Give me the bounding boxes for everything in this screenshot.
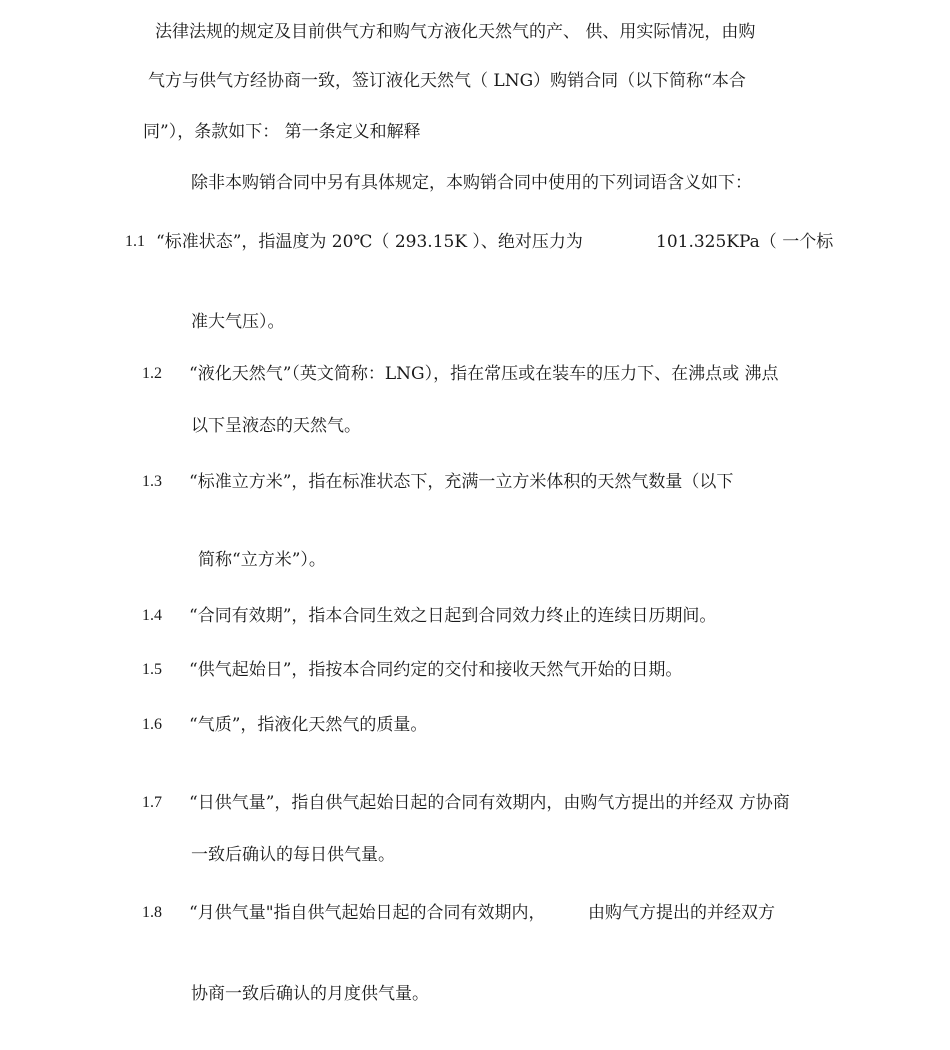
clause-1-1-text-cont: 101.325KPa（ 一个标 (656, 232, 834, 252)
clause-number-1-1: 1.1 (125, 233, 145, 250)
clause-number-1-7: 1.7 (142, 794, 162, 811)
clause-1-8-text-cont: 由购气方提出的并经双方 (588, 903, 775, 923)
clause-1-1-text: “标准状态”，指温度为 20℃（ 293.15K ）、绝对压力为 (156, 232, 583, 252)
clause-number-1-6: 1.6 (142, 716, 162, 733)
clause-1-8-text: “月供气量"指自供气起始日起的合同有效期内， (189, 903, 546, 923)
clause-1-7-text-wrap: 一致后确认的每日供气量。 (191, 845, 395, 865)
clause-1-3-text-wrap: 简称“立方米”）。 (198, 550, 326, 570)
clause-number-1-5: 1.5 (142, 661, 162, 678)
clause-1-8-text-wrap: 协商一致后确认的月度供气量。 (191, 984, 429, 1004)
clause-number-1-4: 1.4 (142, 607, 162, 624)
clause-1-3-text: “标准立方米”，指在标准状态下，充满一立方米体积的天然气数量（以下 (189, 472, 734, 492)
clause-number-1-8: 1.8 (142, 904, 162, 921)
intro-line-2: 气方与供气方经协商一致，签订液化天然气（ LNG）购销合同（以下简称“本合 (148, 71, 746, 91)
clause-1-4-text: “合同有效期”，指本合同生效之日起到合同效力终止的连续日历期间。 (189, 606, 717, 626)
clause-1-2-text-wrap: 以下呈液态的天然气。 (191, 416, 361, 436)
clause-number-1-2: 1.2 (142, 365, 162, 382)
clause-1-1-text-wrap: 准大气压）。 (191, 312, 285, 332)
intro-line-1: 法律法规的规定及目前供气方和购气方液化天然气的产、 供、用实际情况，由购 (155, 22, 756, 42)
clause-number-1-3: 1.3 (142, 473, 162, 490)
clause-1-5-text: “供气起始日”，指按本合同约定的交付和接收天然气开始的日期。 (189, 660, 683, 680)
clause-1-7-text: “日供气量”，指自供气起始日起的合同有效期内，由购气方提出的并经双 方协商 (189, 793, 790, 813)
clause-1-2-text: “液化天然气”（英文简称：LNG），指在常压或在装车的压力下、在沸点或 沸点 (189, 364, 779, 384)
intro-line-4: 除非本购销合同中另有具体规定，本购销合同中使用的下列词语含义如下： (191, 173, 752, 193)
clause-1-6-text: “气质”，指液化天然气的质量。 (189, 715, 428, 735)
intro-line-3: 同”），条款如下： 第一条定义和解释 (143, 122, 421, 142)
